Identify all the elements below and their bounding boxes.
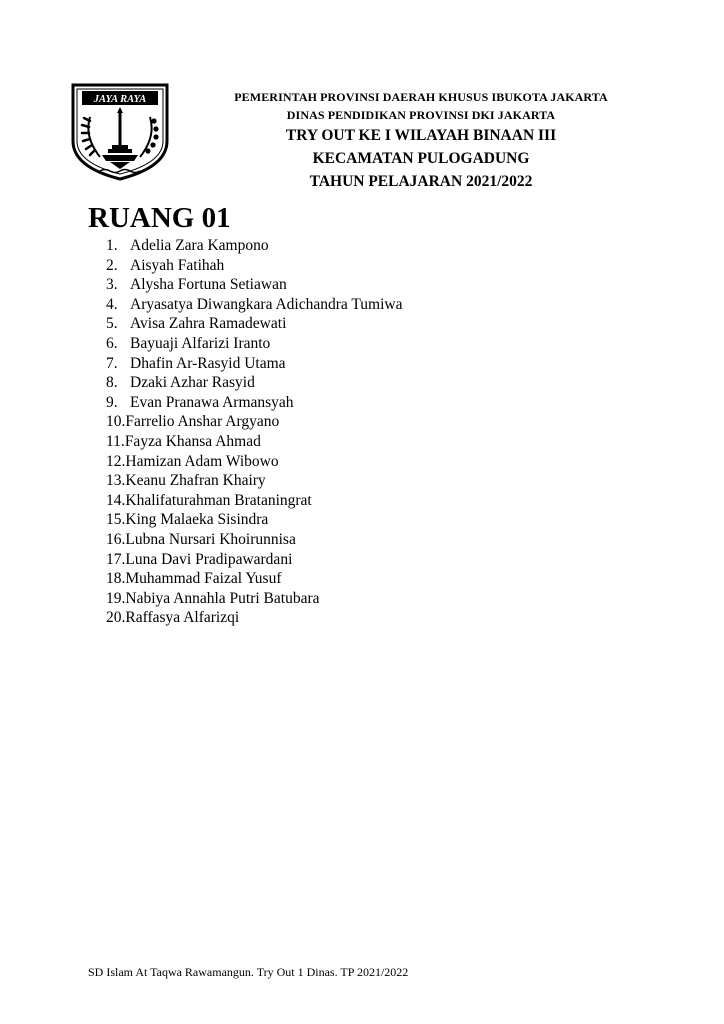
- logo-banner-text: JAYA RAYA: [93, 94, 147, 105]
- item-number: 4.: [106, 295, 118, 313]
- list-item: [106, 236, 402, 256]
- student-name: Khalifaturahman Brataningrat: [125, 491, 312, 509]
- item-number: 1.: [106, 237, 118, 254]
- header-government-line: PEMERINTAH PROVINSI DAERAH KHUSUS IBUKOTA JAKARTA: [234, 90, 608, 104]
- student-name: Farrelio Anshar Argyano: [125, 413, 280, 431]
- student-name: Dhafin Ar-Rasyid Utama: [130, 354, 286, 372]
- student-name: Alysha Fortuna Setiawan: [130, 276, 287, 294]
- item-number: 18.: [106, 570, 126, 588]
- student-name: Luna Davi Pradipawardani: [125, 550, 293, 568]
- student-name: Hamizan Adam Wibowo: [125, 452, 279, 470]
- list-item: [106, 471, 402, 491]
- item-number: 2.: [106, 256, 118, 274]
- item-number: 19.: [106, 589, 126, 607]
- header-district-line: KECAMATAN PULOGADUNG: [312, 150, 530, 167]
- item-number: 10.: [106, 413, 126, 431]
- list-item: [106, 452, 402, 472]
- jakarta-emblem-icon: [70, 83, 170, 181]
- item-number: 8.: [106, 374, 118, 392]
- student-name: Nabiya Annahla Putri Batubara: [125, 589, 320, 607]
- student-name: Dzaki Azhar Rasyid: [130, 374, 255, 392]
- student-name: Muhammad Faizal Yusuf: [125, 570, 282, 588]
- student-name: King Malaeka Sisindra: [125, 511, 269, 529]
- list-item: [106, 550, 402, 570]
- student-name: Raffasya Alfarizqi: [125, 609, 240, 627]
- jakarta-coat-of-arms-logo: [70, 83, 170, 181]
- item-number: 16.: [106, 530, 126, 548]
- item-number: 9.: [106, 393, 118, 411]
- list-item: [106, 608, 402, 628]
- list-item: [106, 314, 402, 334]
- student-list: [106, 236, 402, 628]
- list-item: [106, 432, 402, 452]
- item-number: 12.: [106, 452, 126, 470]
- student-name: Fayza Khansa Ahmad: [124, 432, 261, 450]
- document-header: [200, 88, 642, 193]
- header-department-line: DINAS PENDIDIKAN PROVINSI DKI JAKARTA: [286, 108, 556, 122]
- item-number: 14.: [106, 491, 126, 509]
- item-number: 13.: [106, 472, 126, 490]
- item-number: 5.: [106, 315, 118, 333]
- list-item: [106, 373, 402, 393]
- student-name: Evan Pranawa Armansyah: [130, 393, 294, 411]
- student-name: Aisyah Fatihah: [130, 256, 225, 274]
- list-item: [106, 530, 402, 550]
- list-item: [106, 589, 402, 609]
- student-name: Bayuaji Alfarizi Iranto: [130, 334, 271, 352]
- list-item: [106, 412, 402, 432]
- list-item: [106, 491, 402, 511]
- list-item: [106, 510, 402, 530]
- header-tryout-line: TRY OUT KE I WILAYAH BINAAN III: [285, 127, 557, 144]
- list-item: [106, 354, 402, 374]
- page-footer: SD Islam At Taqwa Rawamangun. Try Out 1 Dinas. TP 2021/2022: [88, 965, 409, 979]
- list-item: [106, 295, 402, 315]
- student-name: Avisa Zahra Ramadewati: [130, 315, 287, 333]
- item-number: 15.: [106, 511, 126, 529]
- item-number: 7.: [106, 354, 118, 372]
- list-item: [106, 393, 402, 413]
- item-number: 6.: [106, 334, 118, 352]
- list-item: [106, 334, 402, 354]
- header-school-year-line: TAHUN PELAJARAN 2021/2022: [309, 173, 533, 190]
- student-name: Lubna Nursari Khoirunnisa: [125, 530, 296, 548]
- list-item: [106, 256, 402, 276]
- item-number: 3.: [106, 276, 118, 294]
- item-number: 11.: [106, 432, 125, 450]
- room-title: RUANG 01: [88, 202, 231, 234]
- item-number: 17.: [106, 550, 126, 568]
- student-name: Adelia Zara Kampono: [130, 237, 269, 254]
- list-item: [106, 569, 402, 589]
- item-number: 20.: [106, 609, 126, 627]
- student-name: Keanu Zhafran Khairy: [125, 472, 266, 490]
- student-name: Aryasatya Diwangkara Adichandra Tumiwa: [130, 295, 403, 313]
- list-item: [106, 275, 402, 295]
